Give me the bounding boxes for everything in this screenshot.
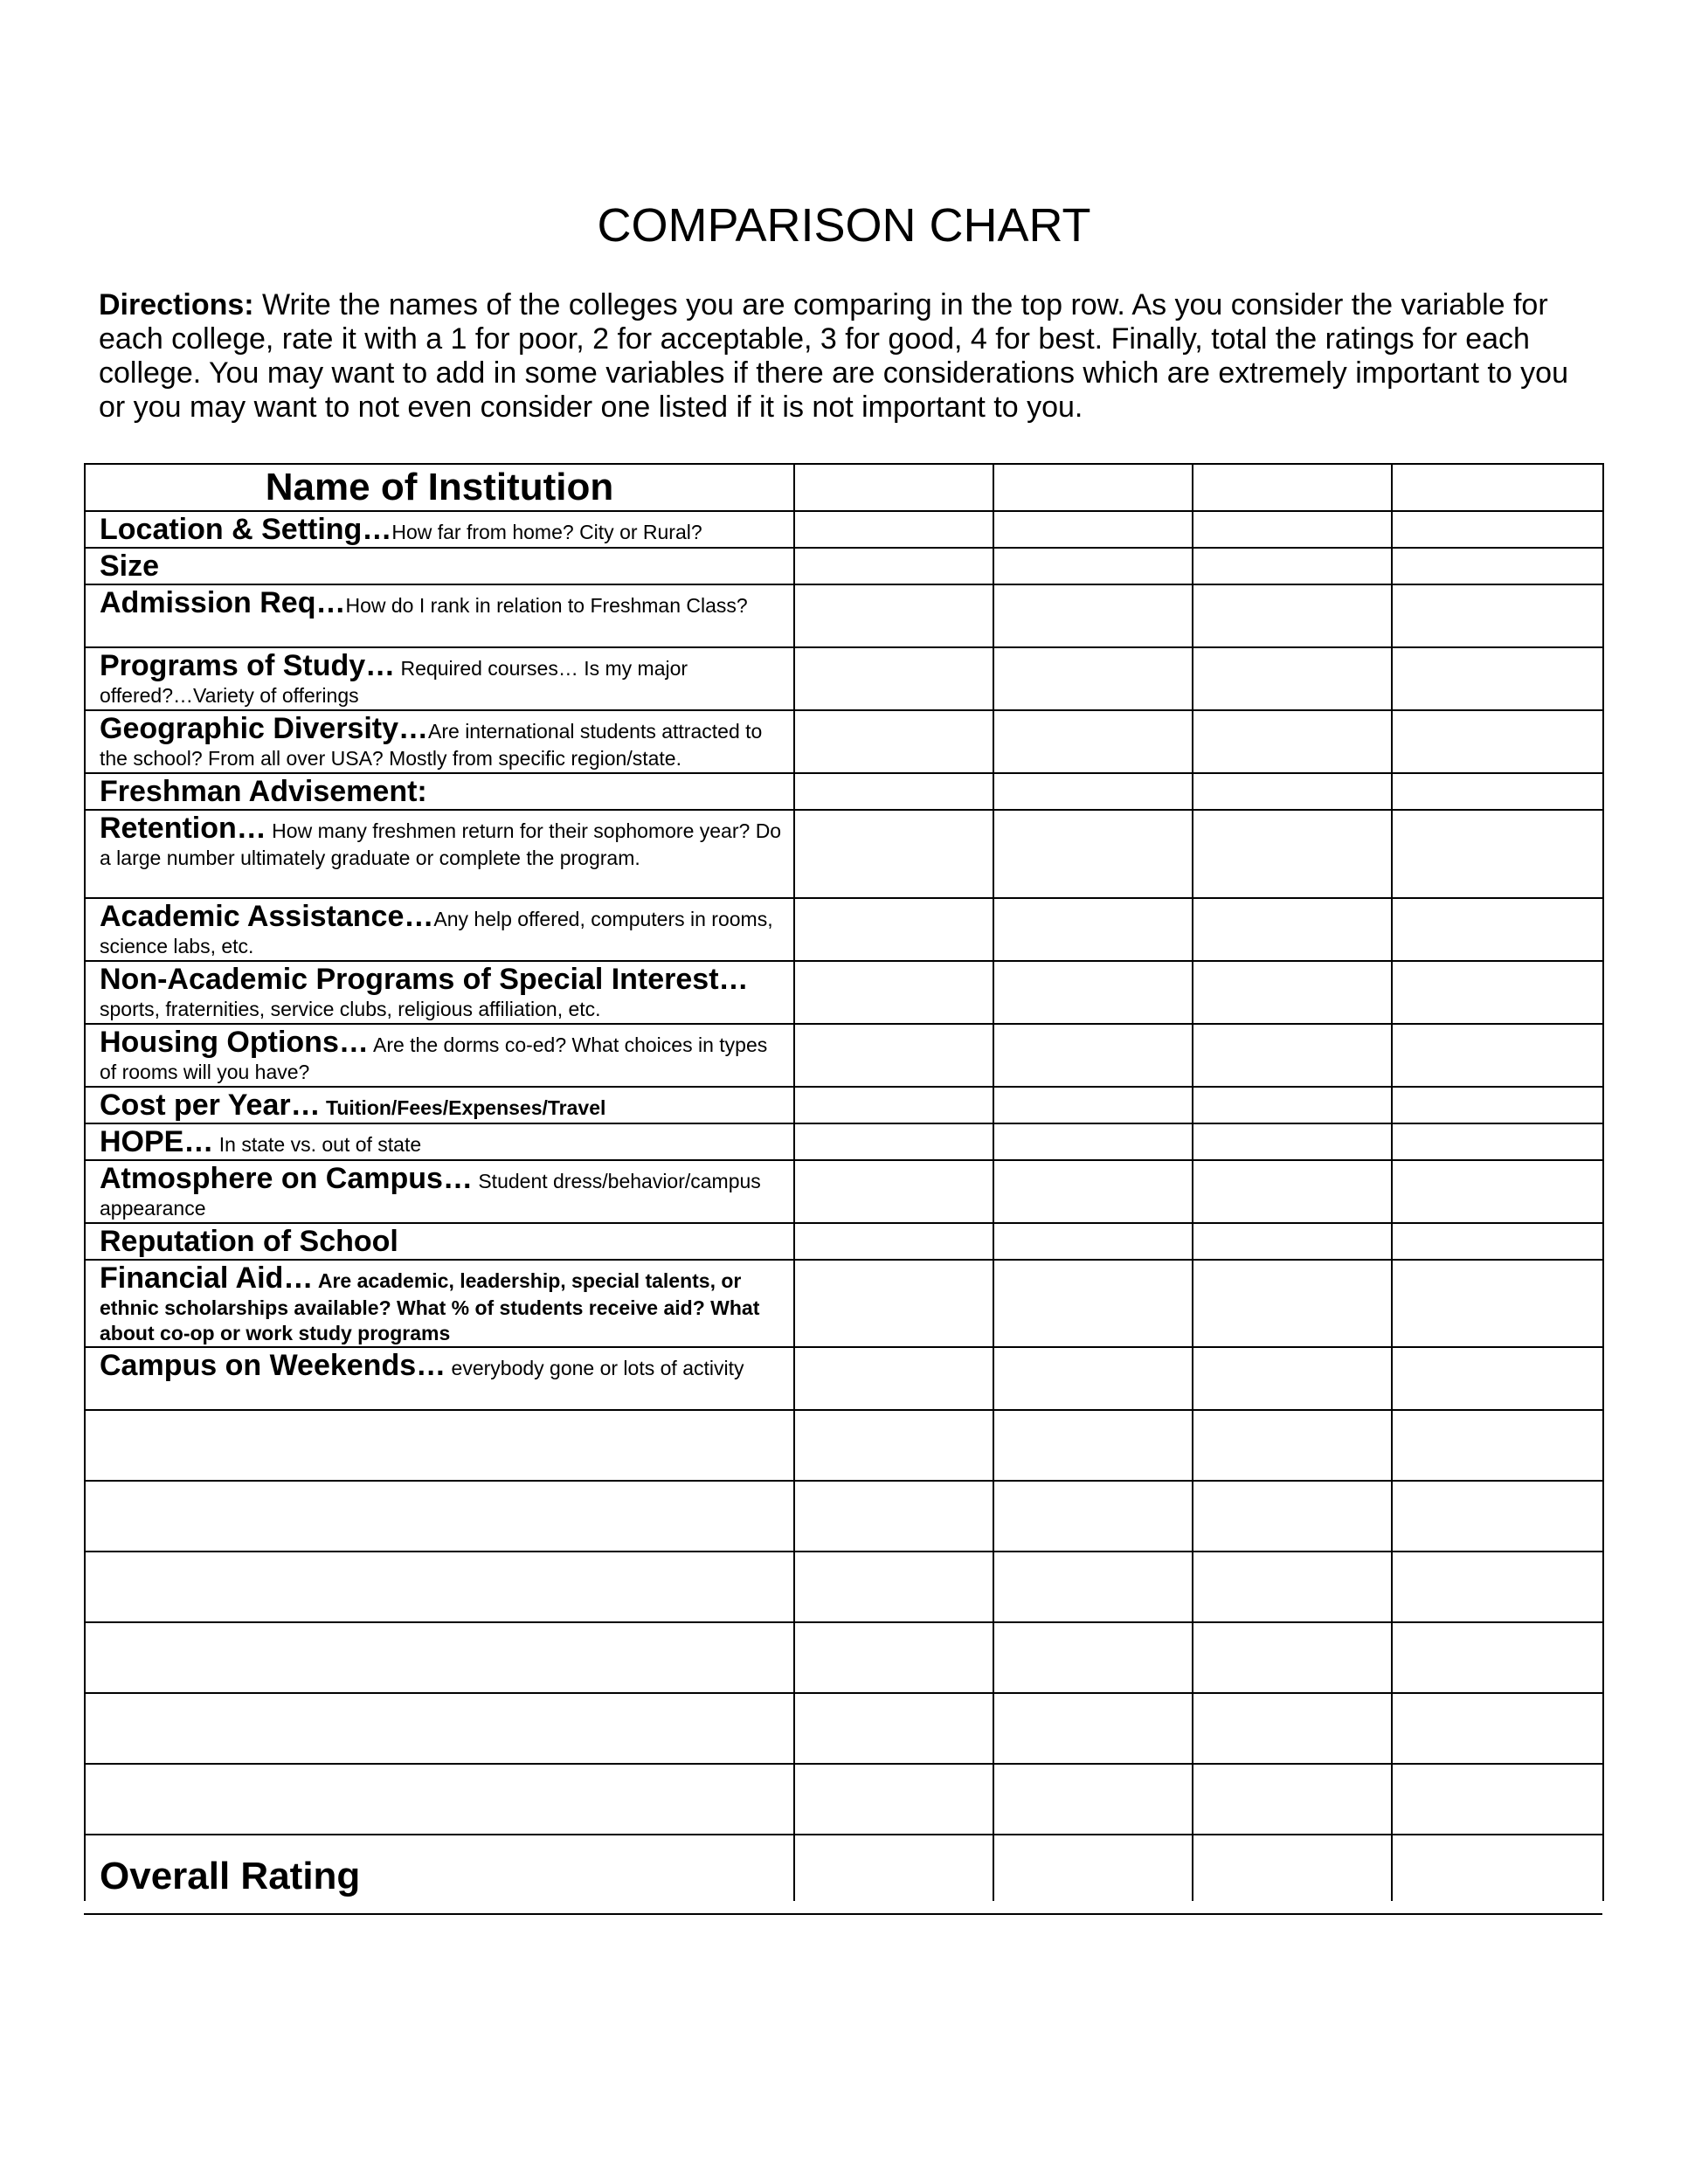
rating-cell[interactable]: [993, 1160, 1193, 1223]
variable-cell: [85, 810, 794, 898]
header-row: [85, 464, 1603, 511]
table-row: [85, 511, 1603, 548]
variable-desc: everybody gone or lots of activity: [446, 1357, 744, 1379]
variable-cell: [85, 710, 794, 773]
blank-variable-cell[interactable]: [85, 1410, 794, 1481]
rating-cell[interactable]: [1193, 1024, 1392, 1087]
rating-cell[interactable]: [1392, 710, 1603, 773]
rating-cell[interactable]: [993, 1260, 1193, 1347]
variable-cell: [85, 1223, 794, 1260]
variable-name: Programs of Study…: [100, 649, 396, 682]
variable-name: Retention…: [100, 812, 266, 845]
rating-cell[interactable]: [993, 1622, 1193, 1693]
blank-row: [85, 1622, 1603, 1693]
table-row: [85, 1123, 1603, 1160]
bottom-rule: [84, 1913, 1602, 1915]
rating-cell[interactable]: [1193, 810, 1392, 898]
rating-cell[interactable]: [1392, 1693, 1603, 1764]
variable-desc: Student dress/behavior/campus appearance: [100, 1170, 761, 1220]
rating-cell[interactable]: [993, 1552, 1193, 1622]
variable-name: Location & Setting…: [100, 513, 392, 546]
table-row: [85, 1223, 1603, 1260]
rating-cell[interactable]: [1392, 1024, 1603, 1087]
total-cell[interactable]: [794, 1835, 993, 1901]
rating-cell[interactable]: [993, 584, 1193, 647]
variable-desc: Are academic, leadership, special talents, or ethnic scholarships available? What % of students receive aid? What about co-op or work study programs: [100, 1269, 760, 1344]
table-row: [85, 1260, 1603, 1347]
rating-cell[interactable]: [993, 1693, 1193, 1764]
blank-row: [85, 1693, 1603, 1764]
rating-cell[interactable]: [794, 810, 993, 898]
rating-cell[interactable]: [1193, 584, 1392, 647]
table-row: [85, 1347, 1603, 1410]
variable-desc: Tuition/Fees/Expenses/Travel: [320, 1096, 606, 1119]
table-row: [85, 1160, 1603, 1223]
overall-rating-label: Overall Rating: [100, 1855, 361, 1897]
rating-cell[interactable]: [1392, 1764, 1603, 1835]
blank-variable-cell[interactable]: [85, 1764, 794, 1835]
directions-paragraph: [99, 288, 1602, 425]
variable-cell: [85, 1347, 794, 1410]
variable-desc: Required courses… Is my major offered?…Variety of offerings: [100, 657, 688, 707]
rating-cell[interactable]: [1193, 1087, 1392, 1123]
variable-name: Financial Aid…: [100, 1261, 314, 1295]
blank-row: [85, 1552, 1603, 1622]
rating-cell[interactable]: [794, 961, 993, 1024]
rating-cell[interactable]: [1392, 1223, 1603, 1260]
variable-cell: [85, 548, 794, 584]
rating-cell[interactable]: [1392, 647, 1603, 710]
rating-cell[interactable]: [794, 1260, 993, 1347]
total-cell[interactable]: [1193, 1835, 1392, 1901]
rating-cell[interactable]: [1392, 1087, 1603, 1123]
variable-desc: How do I rank in relation to Freshman Class?: [345, 594, 748, 617]
rating-cell[interactable]: [1392, 584, 1603, 647]
variable-desc: Are international students attracted to the school? From all over USA? Mostly from specific region/state.: [100, 720, 763, 770]
rating-cell[interactable]: [794, 1552, 993, 1622]
rating-cell[interactable]: [794, 1087, 993, 1123]
blank-variable-cell[interactable]: [85, 1693, 794, 1764]
variable-cell: [85, 511, 794, 548]
rating-cell[interactable]: [1193, 1223, 1392, 1260]
table-row: [85, 1024, 1603, 1087]
variable-cell: [85, 584, 794, 647]
blank-row: [85, 1764, 1603, 1835]
rating-cell[interactable]: [794, 898, 993, 961]
rating-cell[interactable]: [993, 1024, 1193, 1087]
overall-rating-cell: [85, 1835, 794, 1901]
rating-cell[interactable]: [794, 1223, 993, 1260]
rating-cell[interactable]: [1392, 511, 1603, 548]
rating-cell[interactable]: [794, 1693, 993, 1764]
rating-cell[interactable]: [794, 1622, 993, 1693]
variable-cell: [85, 1087, 794, 1123]
rating-cell[interactable]: [794, 1347, 993, 1410]
rating-cell[interactable]: [794, 1764, 993, 1835]
blank-row: [85, 1481, 1603, 1552]
variable-cell: [85, 1123, 794, 1160]
rating-cell[interactable]: [1392, 810, 1603, 898]
rating-cell[interactable]: [993, 1347, 1193, 1410]
variable-name: Size: [100, 549, 160, 583]
variable-name: Atmosphere on Campus…: [100, 1162, 473, 1195]
variable-cell: [85, 961, 794, 1024]
variable-name: Admission Req…: [100, 586, 346, 619]
variable-name: Housing Options…: [100, 1026, 369, 1059]
rating-cell[interactable]: [1392, 1481, 1603, 1552]
variable-name: Geographic Diversity…: [100, 712, 429, 745]
variable-desc: How far from home? City or Rural?: [391, 521, 702, 543]
rating-cell[interactable]: [794, 1024, 993, 1087]
institution-header: Name of Institution: [265, 466, 614, 508]
rating-cell[interactable]: [1193, 898, 1392, 961]
rating-cell[interactable]: [794, 1160, 993, 1223]
table-row: [85, 710, 1603, 773]
variable-desc: Are the dorms co-ed? What choices in types of rooms will you have?: [100, 1033, 768, 1083]
college-name-cell-3[interactable]: [1193, 464, 1392, 511]
blank-variable-cell[interactable]: [85, 1481, 794, 1552]
table-row: [85, 810, 1603, 898]
rating-cell[interactable]: [993, 961, 1193, 1024]
variable-cell: [85, 1024, 794, 1087]
variable-name: HOPE…: [100, 1125, 214, 1158]
rating-cell[interactable]: [1193, 1347, 1392, 1410]
blank-variable-cell[interactable]: [85, 1622, 794, 1693]
variable-name: Campus on Weekends…: [100, 1349, 446, 1382]
rating-cell[interactable]: [794, 647, 993, 710]
rating-cell[interactable]: [1193, 511, 1392, 548]
variable-cell: [85, 1160, 794, 1223]
rating-cell[interactable]: [1193, 961, 1392, 1024]
rating-cell[interactable]: [993, 647, 1193, 710]
table-row: [85, 647, 1603, 710]
college-name-cell-4[interactable]: [1392, 464, 1603, 511]
rating-cell[interactable]: [993, 511, 1193, 548]
rating-cell[interactable]: [993, 1764, 1193, 1835]
rating-cell[interactable]: [794, 511, 993, 548]
rating-cell[interactable]: [1193, 1260, 1392, 1347]
overall-rating-row: [85, 1835, 1603, 1901]
variable-desc: In state vs. out of state: [213, 1133, 422, 1156]
comparison-table: [84, 463, 1604, 1901]
variable-name: Non-Academic Programs of Special Interest…: [100, 963, 749, 996]
table-row: [85, 548, 1603, 584]
total-cell[interactable]: [1392, 1835, 1603, 1901]
rating-cell[interactable]: [993, 1481, 1193, 1552]
table-row: [85, 773, 1603, 810]
rating-cell[interactable]: [794, 1481, 993, 1552]
directions-text: Write the names of the colleges you are comparing in the top row. As you consider the variable for each college, rate it with a 1 for poor, 2 for acceptable, 3 for good, 4 for best. Finally, total the ratings for each college. You may want to add in some variables if there are considerations which are extremely important to you or you may want to not even consider one listed if it is not important to you.: [99, 288, 1569, 424]
rating-cell[interactable]: [1392, 898, 1603, 961]
rating-cell[interactable]: [794, 1123, 993, 1160]
variable-name: Cost per Year…: [100, 1089, 321, 1122]
rating-cell[interactable]: [1392, 548, 1603, 584]
table-row: [85, 898, 1603, 961]
variable-name: Freshman Advisement:: [100, 775, 427, 808]
rating-cell[interactable]: [1193, 1622, 1392, 1693]
page-title: COMPARISON CHART: [597, 199, 1091, 252]
header-cell: [85, 464, 794, 511]
rating-cell[interactable]: [993, 898, 1193, 961]
rating-cell[interactable]: [1193, 1160, 1392, 1223]
rating-cell[interactable]: [1392, 773, 1603, 810]
table-row: [85, 1087, 1603, 1123]
rating-cell[interactable]: [1193, 548, 1392, 584]
college-name-cell-1[interactable]: [794, 464, 993, 511]
rating-cell[interactable]: [1392, 1552, 1603, 1622]
rating-cell[interactable]: [1193, 1481, 1392, 1552]
rating-cell[interactable]: [1392, 1622, 1603, 1693]
rating-cell[interactable]: [794, 548, 993, 584]
blank-row: [85, 1410, 1603, 1481]
rating-cell[interactable]: [1193, 1693, 1392, 1764]
rating-cell[interactable]: [993, 1410, 1193, 1481]
variable-cell: [85, 647, 794, 710]
table-row: [85, 584, 1603, 647]
rating-cell[interactable]: [1193, 1764, 1392, 1835]
variable-name: Reputation of School: [100, 1225, 398, 1258]
rating-cell[interactable]: [1392, 1123, 1603, 1160]
rating-cell[interactable]: [993, 1123, 1193, 1160]
rating-cell[interactable]: [1392, 961, 1603, 1024]
rating-cell[interactable]: [1193, 1123, 1392, 1160]
variable-name: Academic Assistance…: [100, 900, 434, 933]
variable-desc: Any help offered, computers in rooms, science labs, etc.: [100, 908, 773, 957]
table-row: [85, 961, 1603, 1024]
variable-desc: How many freshmen return for their sophomore year? Do a large number ultimately graduate or complete the program.: [100, 819, 782, 869]
rating-cell[interactable]: [794, 584, 993, 647]
rating-cell[interactable]: [993, 710, 1193, 773]
rating-cell[interactable]: [1392, 1347, 1603, 1410]
rating-cell[interactable]: [993, 810, 1193, 898]
rating-cell[interactable]: [794, 1410, 993, 1481]
rating-cell[interactable]: [1392, 1260, 1603, 1347]
blank-variable-cell[interactable]: [85, 1552, 794, 1622]
directions-label: Directions:: [99, 288, 254, 321]
rating-cell[interactable]: [1193, 773, 1392, 810]
variable-cell: [85, 898, 794, 961]
variable-cell: [85, 773, 794, 810]
variable-desc: sports, fraternities, service clubs, religious affiliation, etc.: [100, 998, 601, 1020]
rating-cell[interactable]: [794, 710, 993, 773]
rating-cell[interactable]: [1193, 647, 1392, 710]
variable-cell: [85, 1260, 794, 1347]
rating-cell[interactable]: [1193, 1410, 1392, 1481]
rating-cell[interactable]: [1193, 710, 1392, 773]
rating-cell[interactable]: [794, 773, 993, 810]
rating-cell[interactable]: [993, 773, 1193, 810]
rating-cell[interactable]: [993, 1223, 1193, 1260]
rating-cell[interactable]: [1392, 1410, 1603, 1481]
college-name-cell-2[interactable]: [993, 464, 1193, 511]
total-cell[interactable]: [993, 1835, 1193, 1901]
rating-cell[interactable]: [993, 1087, 1193, 1123]
rating-cell[interactable]: [993, 548, 1193, 584]
rating-cell[interactable]: [1193, 1552, 1392, 1622]
rating-cell[interactable]: [1392, 1160, 1603, 1223]
